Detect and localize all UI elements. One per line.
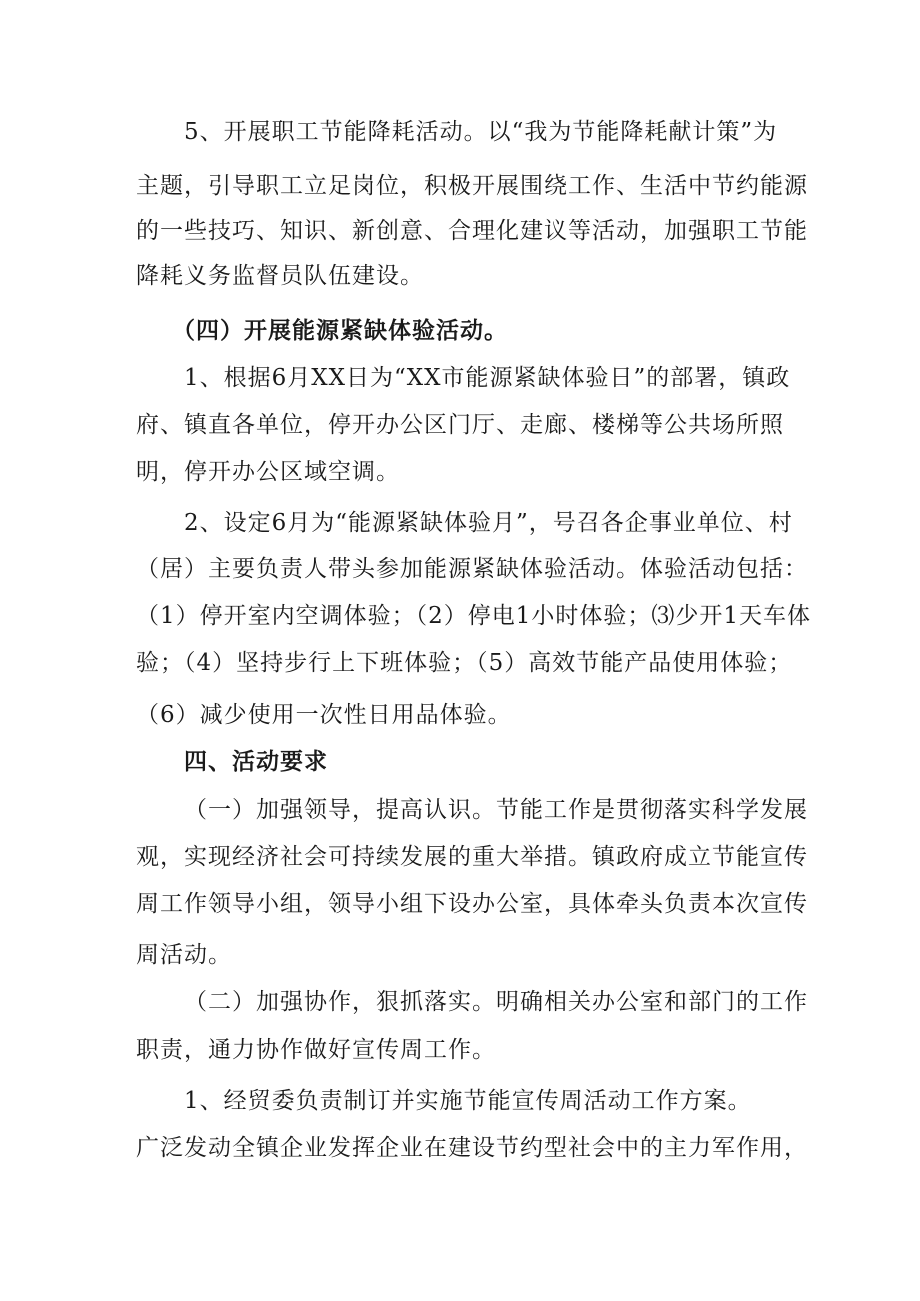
paragraph-line: 2、设定6月为“能源紧缺体验月”，号召各企事业单位、村 [184, 510, 793, 536]
section-heading: 四、活动要求 [184, 748, 328, 775]
paragraph-line: 降耗义务监督员队伍建设。 [136, 263, 424, 289]
paragraph-line: （1）停开室内空调体验；（2）停电1小时体验；⑶少开1天车体 [136, 603, 812, 629]
paragraph-line: （一）加强领导，提高认识。节能工作是贯彻落实科学发展 [184, 797, 808, 823]
paragraph-line: 职责，通力协作做好宣传周工作。 [136, 1037, 496, 1063]
paragraph-line: 主题，引导职工立足岗位，积极开展围绕工作、生活中节约能源 [136, 173, 808, 199]
paragraph-line: 1、根据6月XX日为“XX市能源紧缺体验日”的部署，镇政 [184, 365, 791, 391]
paragraph-line: （二）加强协作，狠抓落实。明确相关办公室和部门的工作 [184, 989, 808, 1015]
paragraph-line: （6）减少使用一次性日用品体验。 [136, 702, 512, 728]
paragraph-line: （居）主要负责人带头参加能源紧缺体验活动。体验活动包括： [136, 556, 808, 582]
paragraph-line: 明，停开办公区域空调。 [136, 459, 400, 485]
paragraph-line: 1、经贸委负责制订并实施节能宣传周活动工作方案。 [184, 1088, 752, 1114]
paragraph-line: 周工作领导小组，领导小组下设办公室，具体牵头负责本次宣传 [136, 891, 808, 917]
paragraph-line: 验；（4）坚持步行上下班体验；（5）高效节能产品使用体验； [136, 650, 793, 676]
paragraph-line: 府、镇直各单位，停开办公区门厅、走廊、楼梯等公共场所照 [136, 412, 784, 438]
paragraph-line: 的一些技巧、知识、新创意、合理化建议等活动，加强职工节能 [136, 218, 808, 244]
section-heading: （四）开展能源紧缺体验活动。 [172, 317, 508, 344]
paragraph-line: 广泛发动全镇企业发挥企业在建设节约型社会中的主力军作用， [136, 1135, 808, 1161]
paragraph-line: 周活动。 [136, 942, 232, 968]
paragraph-line: 5、开展职工节能降耗活动。以“我为节能降耗献计策”为 [184, 119, 778, 145]
paragraph-line: 观，实现经济社会可持续发展的重大举措。镇政府成立节能宣传 [136, 844, 808, 870]
